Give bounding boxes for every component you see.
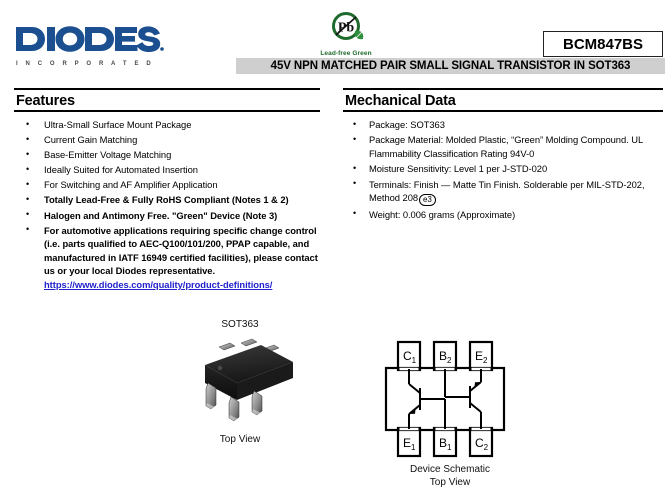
diodes-wordmark-icon: [14, 25, 164, 53]
pin-label-c1: $C_1$: [403, 349, 417, 365]
pin-label-b1: $B_1$: [439, 436, 452, 452]
feature-text: Current Gain Matching: [44, 134, 138, 146]
schematic-caption-line1: Device Schematic: [409, 464, 491, 475]
logo-subtext: I N C O R P O R A T E D: [16, 61, 154, 67]
mechanical-heading: Mechanical Data: [345, 93, 456, 109]
list-item: [14, 118, 320, 132]
svg-text:Pb: Pb: [337, 20, 355, 36]
list-item: [343, 133, 663, 161]
feature-text: Ultra-Small Surface Mount Package: [44, 119, 192, 130]
pin-label-c2: $C_2$: [475, 436, 489, 452]
product-definitions-link[interactable]: https://www.diodes.com/quality/product-definitions/: [44, 279, 273, 291]
features-rule-bottom: [14, 110, 320, 112]
list-item: [343, 178, 663, 207]
page-header: [0, 0, 667, 76]
feature-text: Halogen and Antimony Free. "Green" Device (Note 3): [44, 209, 278, 221]
schematic-figure: [360, 336, 540, 489]
part-number-box: [543, 31, 663, 57]
title-banner: [236, 58, 665, 74]
features-section: [14, 88, 320, 293]
features-list: [14, 118, 320, 292]
feature-text: Ideally Suited for Automated Insertion: [44, 164, 198, 176]
e3-badge: e3: [419, 194, 436, 206]
content-columns: [0, 88, 667, 303]
mechanical-text: Terminals: Finish — Matte Tin Finish. Solderable per MIL-STD-202, Method 208: [369, 178, 645, 204]
mechanical-text: Package Material: Molded Plastic, “Green” Molding Compound. UL Flammability Classification Rating 94V-0: [369, 134, 643, 160]
package-figure-title: SOT363: [221, 319, 259, 330]
pin-label-e1: $E_1$: [403, 436, 416, 452]
mechanical-text: Weight: 0.006 grams (Approximate): [369, 208, 516, 220]
feature-text: Totally Lead-Free & Fully RoHS Compliant (Notes 1 & 2): [44, 194, 289, 206]
list-item: [343, 162, 663, 176]
list-item: [14, 163, 320, 177]
package-figure: [150, 318, 330, 446]
package-figure-caption: Top View: [219, 434, 261, 445]
list-item: [343, 208, 663, 222]
list-item: [14, 178, 320, 192]
mechanical-rule-bottom: [343, 110, 663, 112]
list-item: [14, 209, 320, 223]
list-item: [14, 133, 320, 147]
mechanical-text: Moisture Sensitivity: Level 1 per J-STD-020: [369, 163, 548, 175]
list-item: [14, 193, 320, 207]
list-item: [14, 148, 320, 162]
feature-text: Base-Emitter Voltage Matching: [44, 149, 172, 161]
features-heading: Features: [16, 93, 75, 109]
list-item: [343, 118, 663, 132]
sot363-package-icon: [175, 337, 305, 429]
list-item: [14, 224, 320, 292]
feature-text: For Switching and AF Amplifier Application: [44, 179, 218, 191]
lead-free-green-logo: [303, 11, 389, 57]
mechanical-data-section: [343, 88, 663, 223]
part-number-text: BCM847BS: [562, 35, 644, 53]
title-banner-text: 45V NPN MATCHED PAIR SMALL SIGNAL TRANSISTOR IN SOT363: [270, 60, 631, 72]
diodes-logo: [14, 25, 164, 67]
figures-area: [0, 318, 667, 500]
pb-lead-free-icon: [303, 11, 389, 45]
schematic-caption-line2: Top View: [429, 477, 471, 488]
mechanical-list: [343, 118, 663, 222]
pin-label-e2: $E_2$: [475, 349, 488, 365]
feature-text: For automotive applications requiring specific change control (i.e. parts qualified to AEC-Q100/101/200, PPAP capable, and manufactured in IATF 16949 certified facilities), please contact us or your local Diodes representative.: [44, 224, 318, 277]
pin-label-b2: $B_2$: [439, 349, 452, 365]
lead-free-caption: Lead-free Green: [320, 50, 372, 57]
device-schematic-icon: [380, 338, 520, 460]
mechanical-text: Package: SOT363: [369, 119, 445, 130]
